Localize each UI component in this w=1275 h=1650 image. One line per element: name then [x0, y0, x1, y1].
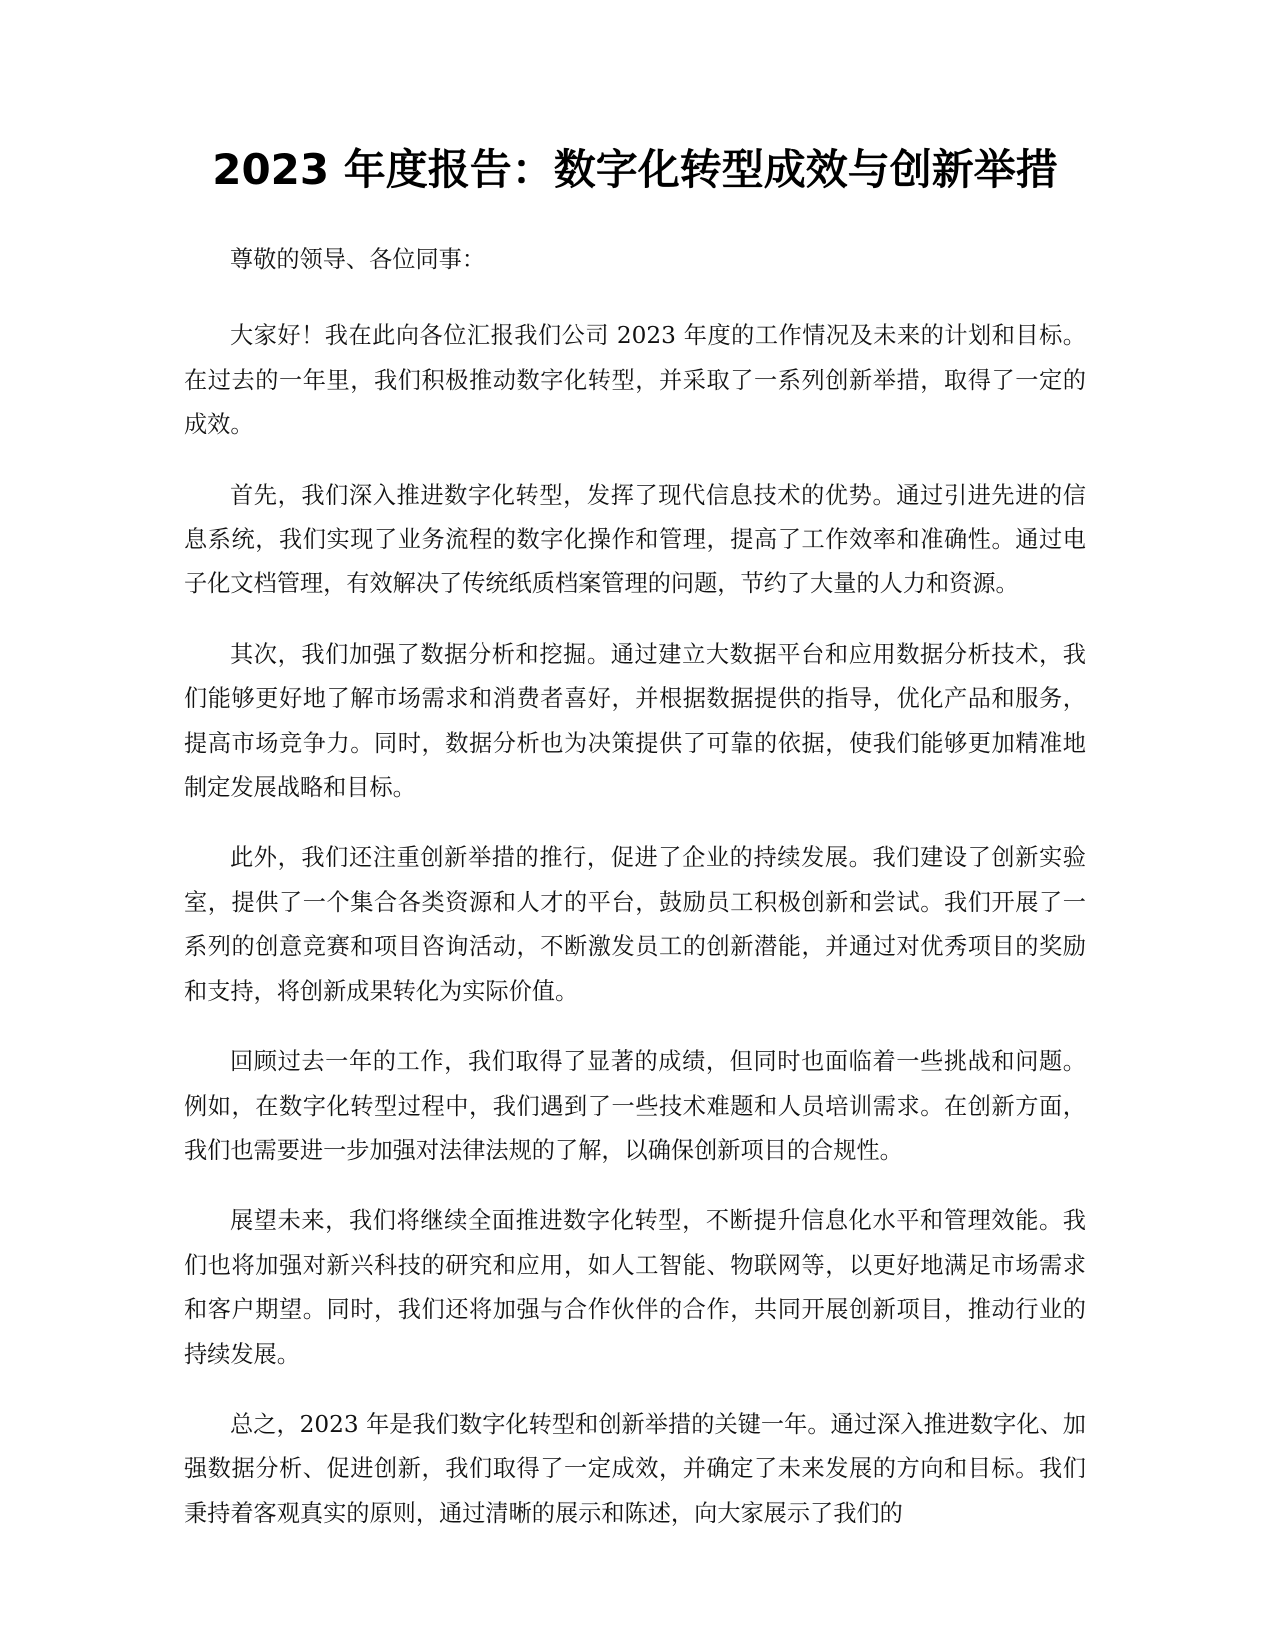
salutation: 尊敬的领导、各位同事： — [230, 246, 486, 273]
paragraph-summary: 总之，2023 年是我们数字化转型和创新举措的关键一年。通过深入推进数字化、加强数据分析、促进创新，我们取得了一定成效，并确定了未来发展的方向和目标。我们秉持着客观真实的原则，通过清晰的展示和陈述，向大家展示了我们的 — [184, 1410, 1086, 1527]
paragraph-review: 回顾过去一年的工作，我们取得了显著的成绩，但同时也面临着一些挑战和问题。例如，在数字化转型过程中，我们遇到了一些技术难题和人员培训需求。在创新方面，我们也需要进一步加强对法律法规的了解，以确保创新项目的合规性。 — [184, 1048, 1086, 1164]
paragraph-digital-transformation: 首先，我们深入推进数字化转型，发挥了现代信息技术的优势。通过引进先进的信息系统，我们实现了业务流程的数字化操作和管理，提高了工作效率和准确性。通过电子化文档管理，有效解决了传统纸质档案管理的问题，节约了大量的人力和资源。 — [184, 481, 1086, 598]
paragraph-outlook: 展望未来，我们将继续全面推进数字化转型，不断提升信息化水平和管理效能。我们也将加强对新兴科技的研究和应用，如人工智能、物联网等，以更好地满足市场需求和客户期望。同时，我们还将加强与合作伙伴的合作，共同开展创新项目，推动行业的持续发展。 — [184, 1207, 1086, 1368]
document-page — [184, 142, 1086, 1562]
document-title: 2023 年度报告：数字化转型成效与创新举措 — [212, 145, 1058, 194]
paragraph-innovation: 此外，我们还注重创新举措的推行，促进了企业的持续发展。我们建设了创新实验室，提供了一个集合各类资源和人才的平台，鼓励员工积极创新和尝试。我们开展了一系列的创意竞赛和项目咨询活动，不断激发员工的创新潜能，并通过对优秀项目的奖励和支持，将创新成果转化为实际价值。 — [184, 844, 1086, 1005]
paragraph-greeting: 大家好！我在此向各位汇报我们公司 2023 年度的工作情况及未来的计划和目标。在过去的一年里，我们积极推动数字化转型，并采取了一系列创新举措，取得了一定的成效。 — [184, 322, 1086, 439]
paragraph-data-analysis: 其次，我们加强了数据分析和挖掘。通过建立大数据平台和应用数据分析技术，我们能够更好地了解市场需求和消费者喜好，并根据数据提供的指导，优化产品和服务，提高市场竞争力。同时，数据分析也为决策提供了可靠的依据，使我们能够更加精准地制定发展战略和目标。 — [184, 640, 1086, 802]
